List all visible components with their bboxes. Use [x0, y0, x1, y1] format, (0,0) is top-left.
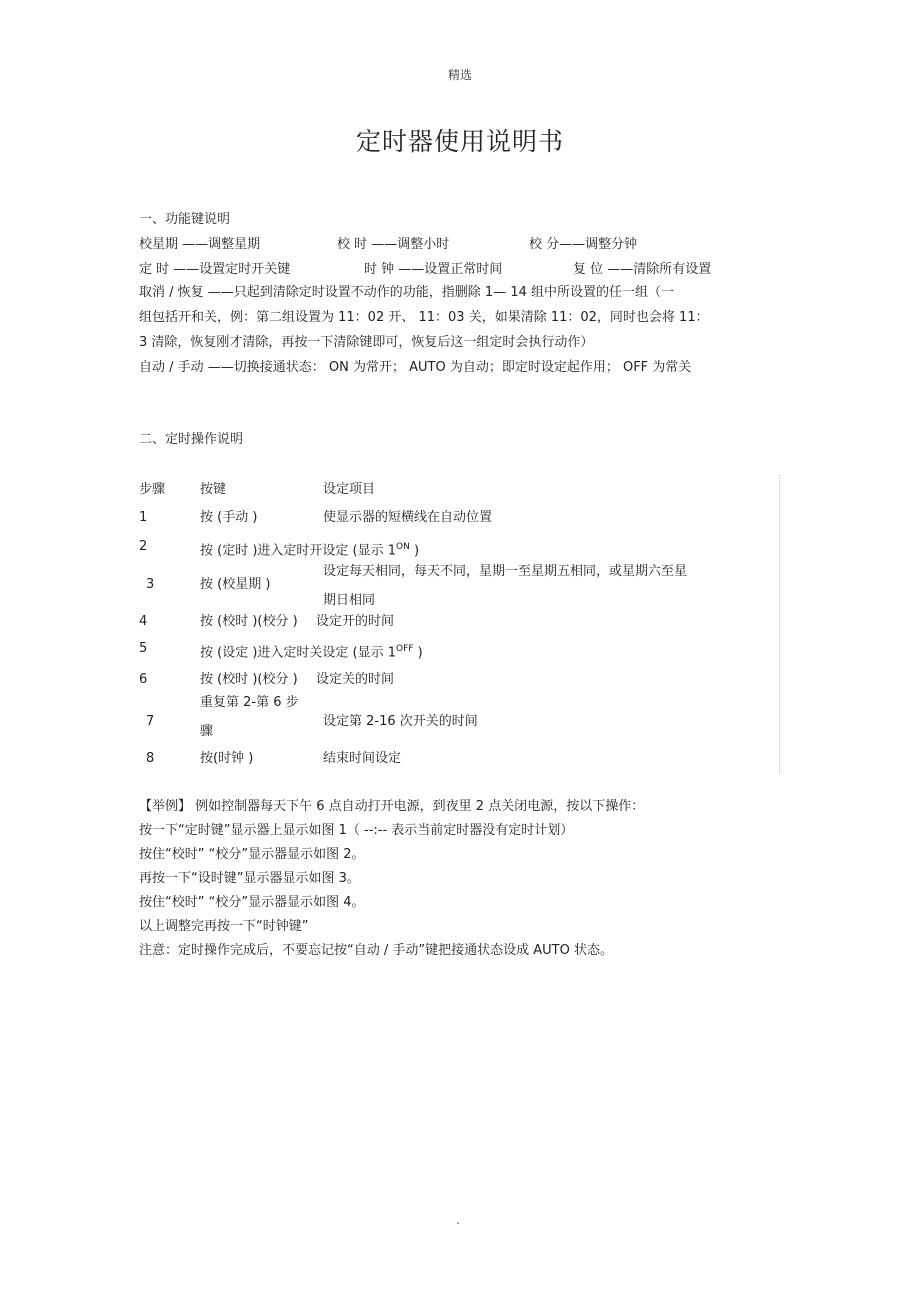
- table-row-item: 结束时间设定: [323, 751, 402, 766]
- key-desc-adjust-minute: 校 分——调整分钟: [529, 237, 638, 252]
- example-note: 注意：定时操作完成后，不要忘记按“自动 / 手动”键把接通状态设成 AUTO 状态。: [139, 943, 613, 958]
- section1-heading: 一、功能键说明: [139, 212, 231, 227]
- table-row-key: 按(时钟 ): [200, 751, 254, 766]
- table-row-item: 设定开的时间: [316, 614, 395, 629]
- table-row-item-line2: 期日相同: [323, 593, 376, 608]
- cancel-restore-line1: 取消 / 恢复 ——只起到清除定时设置不动作的功能，指删除 1— 14 组中所设置的任一组（一: [139, 285, 674, 300]
- key-desc-reset: 复 位 ——清除所有设置: [573, 262, 712, 277]
- auto-manual-desc: 自动 / 手动 ——切换接通状态： ON 为常开； AUTO 为自动；即定时设定起作用； OFF 为常关: [139, 360, 692, 375]
- example-step: 按住“校时” “校分”显示器显示如图 4。: [139, 895, 365, 910]
- table-row-step: 8: [146, 751, 155, 766]
- table-row-item: 设定关的时间: [316, 672, 395, 687]
- table-row-key: 按 (校星期 ): [200, 577, 271, 592]
- table-row-key: 按 (手动 ): [200, 510, 258, 525]
- table-header-step: 步骤: [139, 482, 166, 497]
- table-row-step: 2: [139, 539, 148, 554]
- table-header-item: 设定项目: [323, 482, 376, 497]
- table-right-border: [779, 475, 780, 773]
- table-row-step: 5: [139, 641, 148, 656]
- table-row-step: 6: [139, 672, 148, 687]
- table-row-key: 按 (校时 )(校分 ): [200, 614, 298, 629]
- table-row-key-line2: 骤: [200, 724, 214, 739]
- table-row-key-display: 按 (设定 )进入定时关设定 (显示 $1^{OFF}$ ): [200, 644, 423, 661]
- key-desc-adjust-hour: 校 时 ——调整小时: [337, 237, 450, 252]
- key-desc-adjust-week: 校星期 ——调整星期: [139, 237, 261, 252]
- table-row-key-line1: 重复第 2-第 6 步: [200, 695, 299, 710]
- table-row-item-line1: 设定每天相同，每天不同，星期一至星期五相同，或星期六至星: [323, 564, 688, 579]
- example-step: 再按一下“设时键”显示器显示如图 3。: [139, 871, 360, 886]
- table-row-step: 7: [146, 714, 155, 729]
- example-step: 以上调整完再按一下“时钟键”: [139, 919, 309, 934]
- table-row-key: 按 (校时 )(校分 ): [200, 672, 298, 687]
- key-desc-clock: 时 钟 ——设置正常时间: [364, 262, 503, 277]
- cancel-restore-line2: 组包括开和关，例：第二组设置为 11：02 开、 11：03 关，如果清除 11：02，同时也会将 11：: [139, 310, 709, 325]
- page-footer: .: [456, 1213, 460, 1227]
- cancel-restore-line3: 3 清除，恢复刚才清除，再按一下清除键即可，恢复后这一组定时会执行动作）: [139, 335, 594, 350]
- table-row-step: 4: [139, 614, 148, 629]
- example-step: 按住“校时” “校分”显示器显示如图 2。: [139, 847, 365, 862]
- table-row-key-display: 按 (定时 )进入定时开设定 (显示 $1^{ON}$ ): [200, 542, 420, 559]
- table-header-key: 按键: [200, 482, 227, 497]
- table-row-item: 使显示器的短横线在自动位置: [323, 510, 493, 525]
- document-title: 定时器使用说明书: [355, 127, 564, 156]
- page-header: 精选: [447, 68, 472, 82]
- table-row-step: 3: [146, 577, 155, 592]
- section2-heading: 二、定时操作说明: [139, 432, 244, 447]
- key-desc-timer: 定 时 ——设置定时开关键: [139, 262, 291, 277]
- example-step: 按一下“定时键”显示器上显示如图 1（ --:-- 表示当前定时器没有定时计划）: [139, 823, 574, 838]
- table-row-step: 1: [139, 510, 148, 525]
- example-intro: 【举例】 例如控制器每天下午 6 点自动打开电源，到夜里 2 点关闭电源，按以下操作：: [139, 799, 645, 814]
- table-row-item: 设定第 2-16 次开关的时间: [323, 714, 478, 729]
